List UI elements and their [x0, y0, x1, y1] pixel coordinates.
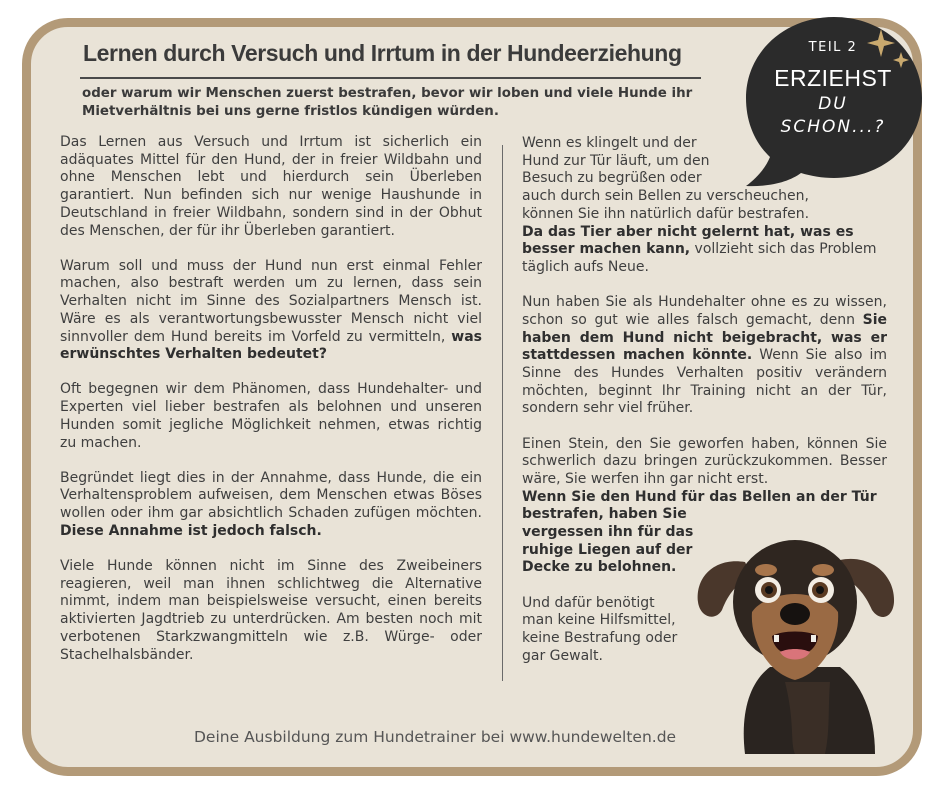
left-text-column: [60, 134, 482, 682]
paragraph: Oft begegnen wir dem Phänomen, dass Hundehalter- und Experten viel lieber bestrafen als belohnen und unseren Hunden somit jegliche Möglichkeit nehmen, etwas richtig zu machen.: [60, 381, 482, 451]
paragraph: Begründet liegt dies in der Annahme, dass Hunde, die ein Verhaltensproblem aufweisen, dem Menschen etwas Böses wollen oder ihm gar absichtlich Schaden zufügen möchten. Diese Annahme ist jedoch falsch.: [60, 469, 482, 539]
paragraph: Viele Hunde können nicht im Sinne des Zweibeiners reagieren, weil man ihnen schlichtweg die Alternative nimmt, indem man beispielsweise versucht, einen bereits aktivierten Jagdtrieb zu unterdrücken. Am besten noch mit verbotenen Starkzwangmitteln wie z.B. Würge- oder Stachelhalsbänder.: [60, 558, 482, 663]
badge-line-erziehst: ERZIEHST: [774, 65, 892, 91]
badge-line-du: DU: [818, 94, 848, 114]
paragraph: Einen Stein, den Sie geworfen haben, können Sie schwerlich dazu bringen zurückzukommen. Besser wäre, Sie werfen ihn gar nicht erst. Wenn Sie den Hund für das Bellen an der Tür bestrafen, haben Sie vergessen ihn für das ruhige Liegen auf der Decke zu belohnen.: [522, 435, 887, 576]
paragraph: Nun haben Sie als Hundehalter ohne es zu wissen, schon so gut wie alles falsch gemacht, denn Sie haben dem Hund nicht beigebracht, was er stattdessen machen könnte. Wenn Sie also im Sinne des Hundes Verhalten positiv verändern möchten, beginnt Ihr Training nicht an der Tür, sondern sehr viel früher.: [522, 294, 887, 417]
paragraph: Das Lernen aus Versuch und Irrtum ist sicherlich ein adäquates Mittel für den Hund, der in freier Wildbahn und ohne Menschen lebt und hierdurch sein Überleben garantiert. Nun befinden sich nur wenige Haushunde in Deutschland in freier Wildbahn, sondern sind in der Obhut des Menschen, der für ihr Überleben garantiert.: [60, 134, 482, 239]
page-subtitle: oder warum wir Menschen zuerst bestrafen, bevor wir loben und viele Hunde ihr Mietverhältnis bei uns gerne fristlos kündigen würden.: [82, 86, 693, 119]
surprised-dog-image: [690, 532, 902, 754]
badge-part-label: TEIL 2: [808, 40, 858, 55]
paragraph: Wenn es klingelt und der Hund zur Tür läuft, um den Besuch zu begrüßen oder auch durch sein Bellen zu verscheuchen, können Sie ihn natürlich dafür bestrafen. Da das Tier aber nicht gelernt hat, was es besser machen kann, vollzieht sich das Problem täglich aufs Neue.: [522, 135, 877, 275]
paragraph: Und dafür benötigt man keine Hilfsmittel, keine Bestrafung oder gar Gewalt.: [522, 594, 678, 664]
title-underline: [80, 77, 701, 79]
column-divider: [502, 145, 503, 681]
badge-line-schon: SCHON...?: [780, 117, 886, 137]
paragraph: Warum soll und muss der Hund nun erst einmal Fehler machen, also bestraft werden um zu lernen, dass sein Verhalten nicht im Sinne des Sozialpartners Mensch ist. Wäre es als verantwortungsbewusster Mensch nicht viel sinnvoller dem Hund bereits im Vorfeld zu vermitteln, was erwünschtes Verhalten bedeutet?: [60, 257, 483, 363]
footer-credit: Deine Ausbildung zum Hundetrainer bei www.hundewelten.de: [194, 728, 677, 746]
page-title: Lernen durch Versuch und Irrtum in der Hundeerziehung: [83, 40, 682, 66]
